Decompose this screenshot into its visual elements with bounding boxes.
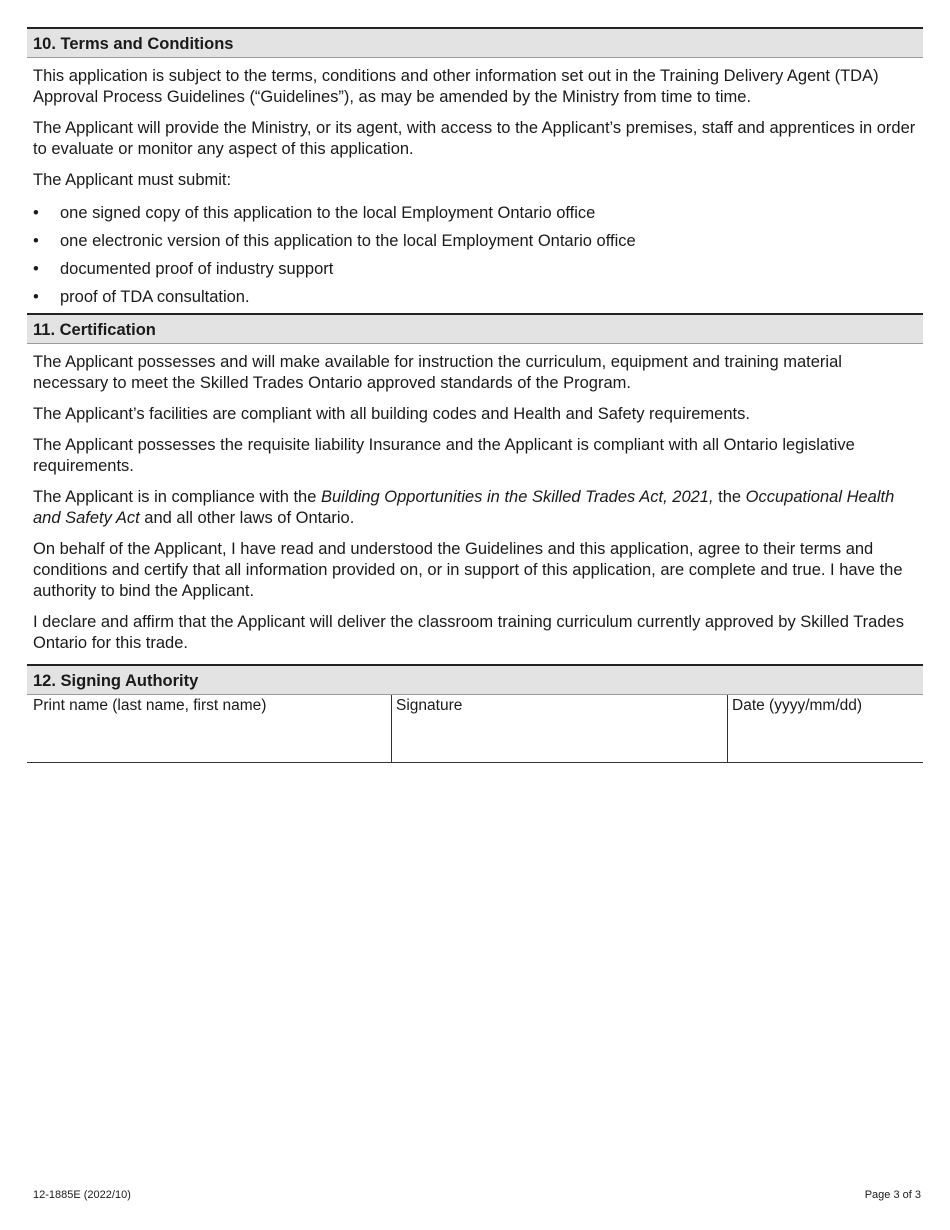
certification-paragraph-6: I declare and affirm that the Applicant will deliver the classroom training curriculum currently approved by Skilled Trades Ontario for this trade. <box>33 613 904 652</box>
print-name-field[interactable] <box>27 695 391 762</box>
paragraph-text: The Applicant is in compliance with the <box>33 488 321 506</box>
print-name-label: Print name (last name, first name) <box>33 697 267 714</box>
list-item <box>33 259 917 287</box>
list-item <box>33 287 917 313</box>
certification-paragraph-5: On behalf of the Applicant, I have read and understood the Guidelines and this application, agree to their terms and conditions and certify that all information provided on, or in support of this application, are complete and true. I have the authority to bind the Applicant. <box>33 540 903 600</box>
section-10-body <box>27 58 923 313</box>
form-page <box>27 27 923 763</box>
paragraph-text: the <box>713 488 746 506</box>
list-item-text: proof of TDA consultation. <box>60 288 250 306</box>
bullet-icon: • <box>33 232 39 250</box>
signature-label: Signature <box>396 697 463 714</box>
list-item-text: one electronic version of this application to the local Employment Ontario office <box>60 232 636 250</box>
list-item-text: documented proof of industry support <box>60 260 334 278</box>
form-number: 12-1885E (2022/10) <box>33 1189 131 1201</box>
section-11-title: 11. Certification <box>27 313 923 344</box>
terms-paragraph-2: The Applicant will provide the Ministry, or its agent, with access to the Applicant’s premises, staff and apprentices in order to evaluate or monitor any aspect of this application. <box>33 119 916 158</box>
bullet-icon: • <box>33 260 39 278</box>
act-title: Occupational Health and Safety Act <box>33 488 895 527</box>
signing-table <box>27 695 923 763</box>
submission-list <box>33 203 917 313</box>
date-field[interactable] <box>727 695 923 762</box>
date-label: Date (yyyy/mm/dd) <box>732 697 863 714</box>
list-item <box>33 231 917 259</box>
list-item <box>33 203 917 231</box>
certification-paragraph-3: The Applicant possesses the requisite liability Insurance and the Applicant is compliant with all Ontario legislative requirements. <box>33 436 855 475</box>
section-certification <box>27 313 923 654</box>
section-10-title: 10. Terms and Conditions <box>27 27 923 58</box>
paragraph-text: and all other laws of Ontario. <box>139 509 355 527</box>
act-title: Building Opportunities in the Skilled Trades Act, 2021, <box>321 488 714 506</box>
section-terms-and-conditions <box>27 27 923 313</box>
bullet-icon: • <box>33 288 39 306</box>
certification-paragraph-1: The Applicant possesses and will make available for instruction the curriculum, equipment and training material necessary to meet the Skilled Trades Ontario approved standards of the Program. <box>33 353 842 392</box>
terms-paragraph-1: This application is subject to the terms, conditions and other information set out in the Training Delivery Agent (TDA) Approval Process Guidelines (“Guidelines”), as may be amended by the Ministry from time to time. <box>33 67 879 106</box>
section-11-body <box>27 344 923 654</box>
certification-paragraph-4 <box>33 487 917 529</box>
section-12-title: 12. Signing Authority <box>27 664 923 695</box>
terms-paragraph-3: The Applicant must submit: <box>33 171 232 189</box>
page-number: Page 3 of 3 <box>864 1189 921 1201</box>
section-signing-authority <box>27 664 923 763</box>
bullet-icon: • <box>33 204 39 222</box>
signature-field[interactable] <box>391 695 727 762</box>
certification-paragraph-2: The Applicant’s facilities are compliant with all building codes and Health and Safety requirements. <box>33 405 750 423</box>
list-item-text: one signed copy of this application to the local Employment Ontario office <box>60 204 596 222</box>
